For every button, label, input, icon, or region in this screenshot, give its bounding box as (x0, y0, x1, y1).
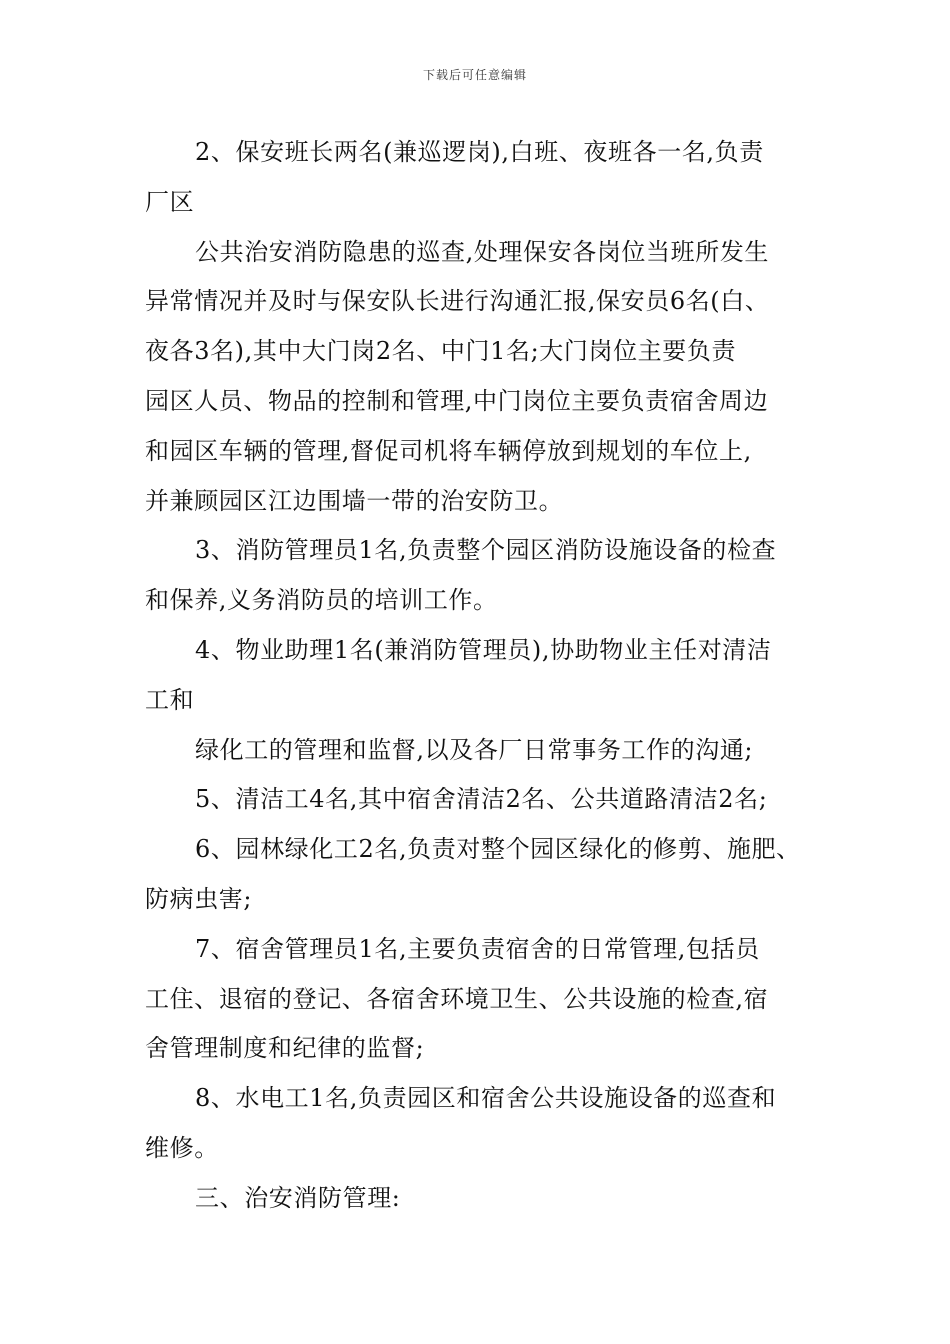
text-line: 和园区车辆的管理,督促司机将车辆停放到规划的车位上, (145, 436, 752, 465)
text-line: 三、治安消防管理: (195, 1183, 401, 1212)
text-line: 维修。 (145, 1133, 219, 1162)
text-line: 和保养,义务消防员的培训工作。 (145, 586, 498, 615)
text-line: 并兼顾园区江边围墙一带的治安防卫。 (145, 486, 564, 515)
text-line: 4、物业助理1名(兼消防管理员),协助物业主任对清洁 (195, 635, 772, 664)
document-body (145, 128, 825, 1224)
text-line: 防病虫害; (145, 884, 253, 913)
text-line: 公共治安消防隐患的巡查,处理保安各岗位当班所发生 (195, 237, 770, 266)
text-line: 6、园林绿化工2名,负责对整个园区绿化的修剪、施肥、 (195, 835, 801, 864)
text-line: 夜各3名),其中大门岗2名、中门1名;大门岗位主要负责 (145, 337, 737, 366)
text-line: 工和 (145, 685, 195, 714)
text-line: 绿化工的管理和监督,以及各厂日常事务工作的沟通; (195, 735, 754, 764)
text-line: 工住、退宿的登记、各宿舍环境卫生、公共设施的检查,宿 (145, 984, 769, 1013)
text-line: 厂区 (145, 187, 195, 216)
text-line: 2、保安班长两名(兼巡逻岗),白班、夜班各一名,负责 (195, 138, 764, 166)
text-line: 舍管理制度和纪律的监督; (145, 1034, 425, 1063)
text-line: 园区人员、物品的控制和管理,中门岗位主要负责宿舍周边 (145, 386, 769, 415)
text-line: 7、宿舍管理员1名,主要负责宿舍的日常管理,包括员 (195, 934, 760, 963)
text-line: 3、消防管理员1名,负责整个园区消防设施设备的检查 (195, 536, 777, 565)
text-line: 5、清洁工4名,其中宿舍清洁2名、公共道路清洁2名; (195, 785, 768, 814)
text-line: 异常情况并及时与保安队长进行沟通汇报,保安员6名(白、 (145, 287, 770, 316)
text-line: 8、水电工1名,负责园区和宿舍公共设施设备的巡查和 (195, 1084, 777, 1113)
page-header: 下载后可任意编辑 (422, 68, 527, 82)
